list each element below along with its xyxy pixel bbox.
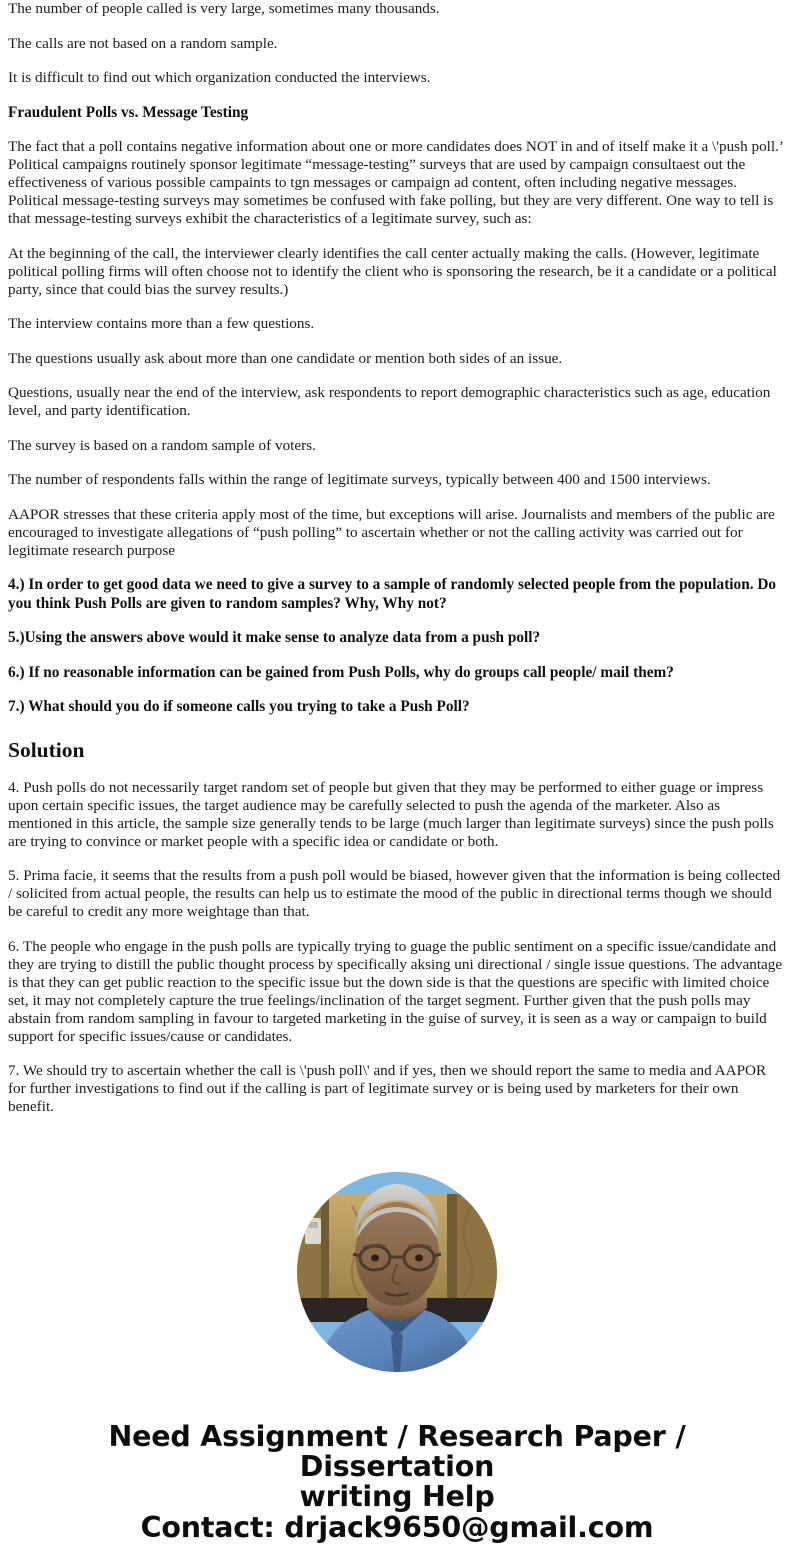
footer	[8, 1422, 786, 1563]
criteria-item: The questions usually ask about more than one candidate or mention both sides of an issue.	[8, 349, 563, 367]
footer-contact: Contact: drjack9650@gmail.com	[140, 1511, 654, 1544]
avatar	[297, 1172, 497, 1372]
answer-item: 7. We should try to ascertain whether the call is \'push poll\' and if yes, then we should report the same to media and AAPOR for further investigations to find out if the calling is part of legitimate survey or is being used by marketers for their own benefit.	[8, 1062, 767, 1115]
intro-point: It is difficult to find out which organization conducted the interviews.	[8, 69, 431, 86]
answer-item: 5. Prima facie, it seems that the results from a push poll would be biased, however given that the information is being collected / solicited from actual people, the results can help us to estimate the mood of the public in directional terms though we should be careful to credit any more weightage than that.	[8, 867, 781, 920]
section-intro-paragraph: The fact that a poll contains negative information about one or more candidates does NOT in and of itself make it a \'push poll.’ Political campaigns routinely sponsor legitimate “message-testing” surveys that are used by campaign consultaest out the effectiveness of various possible campaints to tgn messages or campaign ad content, often including negative messages. Political message-testing surveys may sometimes be confused with fake polling, but they are very different. One way to tell is that message-testing surveys exhibit the characteristics of a legitimate survey, such as:	[8, 138, 783, 227]
intro-point: The number of people called is very large, sometimes many thousands.	[8, 0, 440, 17]
section-heading: Fraudulent Polls vs. Message Testing	[8, 103, 249, 121]
question-item: 7.) What should you do if someone calls you trying to take a Push Poll?	[8, 698, 470, 715]
intro-point: The calls are not based on a random sample.	[8, 34, 278, 52]
question-item: 6.) If no reasonable information can be gained from Push Polls, why do groups call people/ mail them?	[8, 663, 674, 681]
footer-line-2: writing Help	[299, 1480, 495, 1513]
criteria-item: Questions, usually near the end of the interview, ask respondents to report demographic characteristics such as age, education level, and party identification.	[8, 384, 771, 419]
answer-item: 6. The people who engage in the push polls are typically trying to guage the public sentiment on a specific issue/candidate and they are trying to distill the public thought process by specifically aksing uni directional / single issue questions. The advantage is that they can get public reaction to the specific issue but the down side is that the questions are specific with limited choice set, it may not completely capture the true feelings/inclination of the target segment. Further given that the push polls may abstain from random sampling in favour to targeted marketing in the guise of survey, it is seen as a way or campaign to build support for specific issues/cause or candidates.	[8, 937, 783, 1045]
solution-heading: Solution	[8, 737, 85, 762]
avatar-container	[8, 1172, 786, 1372]
criteria-item: At the beginning of the call, the interviewer clearly identifies the call center actually making the calls. (However, legitimate political polling firms will often choose not to identify the client who is sponsoring the research, be it a candidate or a political party, since that could bias the survey results.)	[8, 244, 777, 298]
criteria-item: The number of respondents falls within the range of legitimate surveys, typically between 400 and 1500 interviews.	[8, 471, 711, 488]
portrait-photo-icon	[297, 1172, 497, 1372]
criteria-item: AAPOR stresses that these criteria apply most of the time, but exceptions will arise. Journalists and members of the public are encouraged to investigate allegations of “push polling” to ascertain whether or not the calling activity was carried out for legitimate research purpose	[8, 505, 775, 559]
criteria-item: The interview contains more than a few questions.	[8, 315, 315, 332]
question-item: 5.)Using the answers above would it make sense to analyze data from a push poll?	[8, 629, 541, 646]
question-item: 4.) In order to get good data we need to give a survey to a sample of randomly selected people from the population. Do you think Push Polls are given to random samples? Why, Why not?	[8, 576, 777, 612]
answer-item: 4. Push polls do not necessarily target random set of people but given that they may be performed to either guage or impress upon certain specific issues, the target audience may be carefully selected to push the agenda of the marketer. Also as mentioned in this article, the sample size generally tends to be large (much larger than legitimate surveys) since the push polls are trying to convince or market people with a specific idea or candidate or both.	[8, 778, 774, 850]
footer-line-1: Need Assignment / Research Paper / Dissertation	[108, 1420, 686, 1483]
criteria-item: The survey is based on a random sample of voters.	[8, 436, 316, 454]
